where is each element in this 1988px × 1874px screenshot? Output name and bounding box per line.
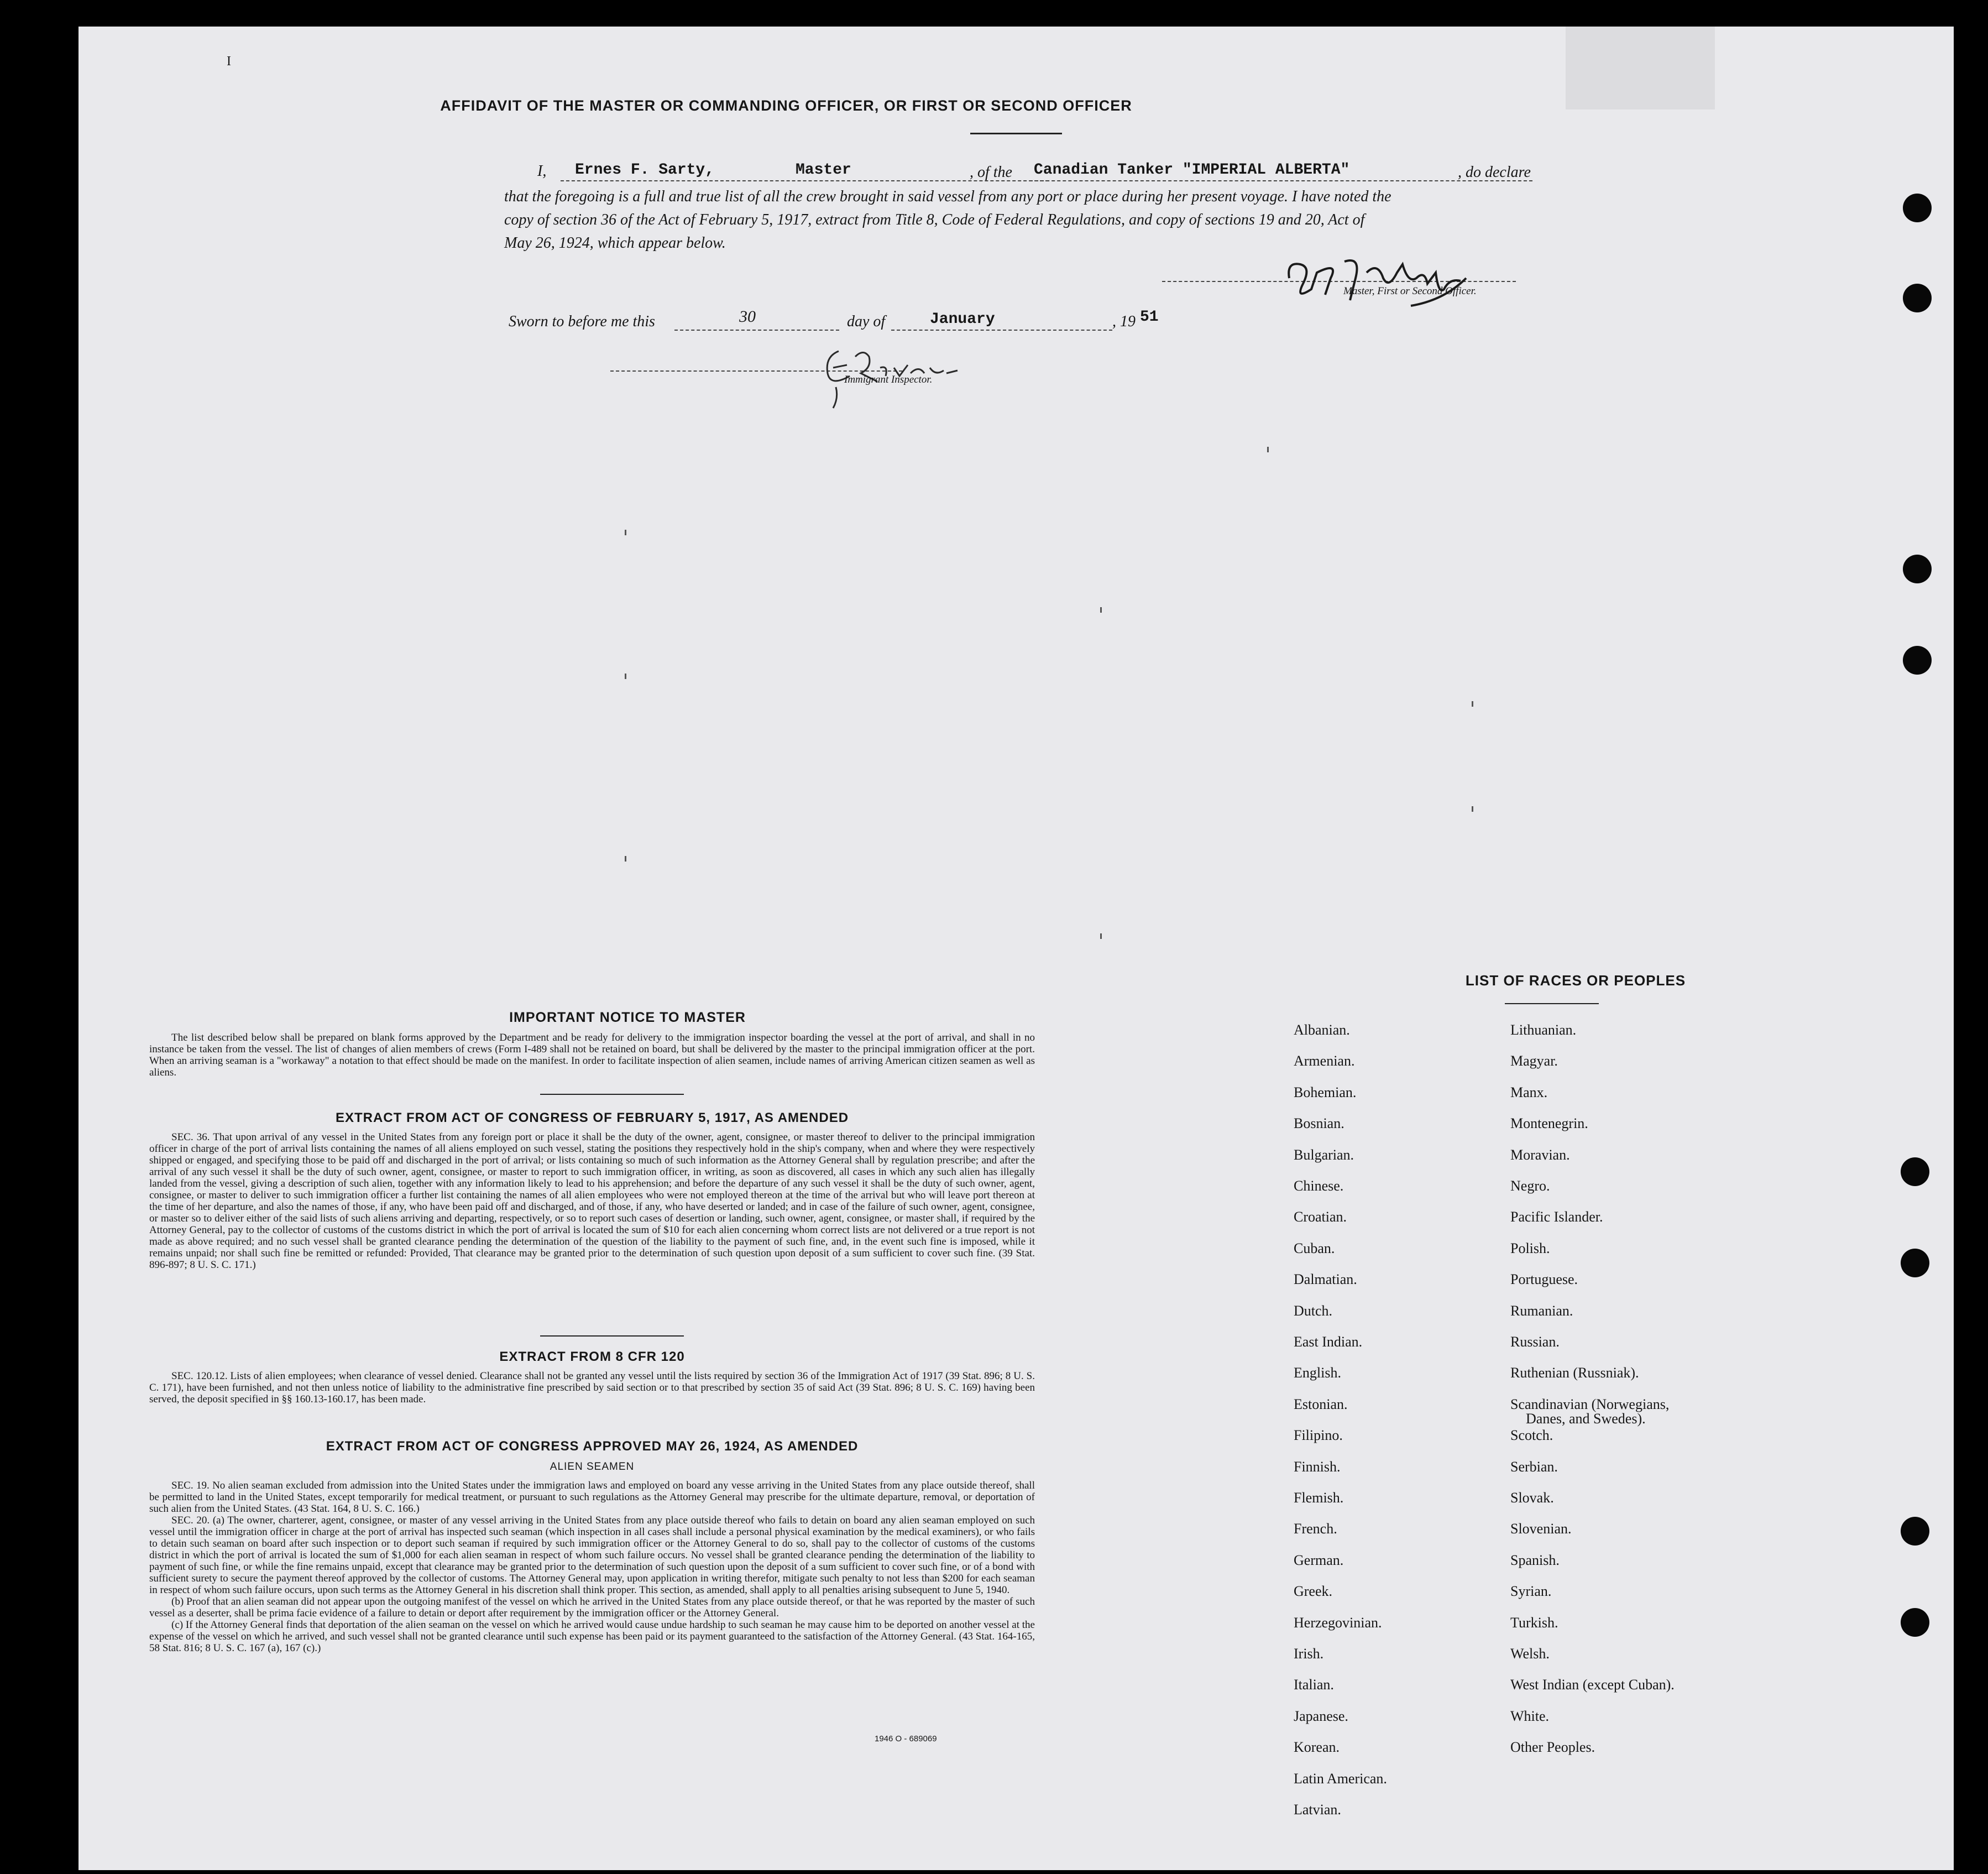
extract-1924-body [149,1480,1035,1654]
divider [540,1094,684,1095]
affidavit-declare: , do declare [1458,164,1531,181]
race-item: Dalmatian. [1294,1271,1357,1288]
races-title: LIST OF RACES OR PEOPLES [1465,972,1686,989]
sec-19-text: SEC. 19. No alien seaman excluded from admission into the United States under the immigration laws and employed on board any vesse arriving in the United States from any place outside thereof, shall be permitted to land in the United States, except temporarily for medical treatment, or pursuant to such regulations as the Attorney General may prescribe for the ultimate departure, removal, or deportation of such alien from the United States. (43 Stat. 164, 8 U. S. C. 166.) [149,1480,1035,1515]
extract-1924-title: EXTRACT FROM ACT OF CONGRESS APPROVED MAY 26, 1924, AS AMENDED [326,1439,859,1454]
sec-20b-text: (b) Proof that an alien seaman did not appear upon the outgoing manifest of the vessel on which he arrived in the United States from any place outside thereof, or that he was reported by the master of such vessel as a deserter, shall be prima facie evidence of a failure to detain or deport after requirement by the immigration officer or the Attorney General. [149,1596,1035,1619]
master-name: Ernes F. Sarty, [575,161,715,179]
punch-hole [1901,1517,1929,1546]
fill-line [891,330,1112,331]
race-item: Japanese. [1294,1708,1348,1724]
race-item: Other Peoples. [1510,1739,1595,1756]
race-item: Ruthenian (Russniak). [1510,1365,1639,1381]
race-item: Montenegrin. [1510,1115,1588,1132]
race-item: Bohemian. [1294,1084,1357,1100]
race-item: Turkish. [1510,1614,1558,1631]
speck [1472,701,1473,707]
race-item: Slovak. [1510,1490,1554,1506]
race-item: Scandinavian (Norwegians, [1510,1396,1670,1412]
race-item: Finnish. [1294,1458,1341,1475]
race-item: West Indian (except Cuban). [1510,1677,1675,1693]
divider [970,133,1062,134]
race-item: Italian. [1294,1677,1334,1693]
race-item: Herzegovinian. [1294,1614,1382,1631]
paper-patch [1566,27,1715,109]
race-item: Latvian. [1294,1802,1341,1818]
race-item: German. [1294,1552,1344,1568]
race-item: Danes, and Swedes). [1526,1410,1646,1427]
speck [1100,607,1102,613]
affidavit-line: May 26, 1924, which appear below. [504,234,726,252]
extract-1917-body [149,1131,1035,1271]
fill-line [674,330,839,331]
day-of-label: day of [847,313,886,330]
master-rank: Master [796,161,851,179]
sworn-day: 30 [739,307,756,326]
speck [1267,447,1269,452]
punch-hole [1903,284,1932,312]
race-item: Negro. [1510,1178,1550,1194]
race-item: Welsh. [1510,1646,1550,1662]
race-item: Magyar. [1510,1053,1558,1069]
race-item: Filipino. [1294,1427,1343,1444]
sworn-month: January [930,311,995,328]
race-item: Albanian. [1294,1022,1350,1038]
race-item: Flemish. [1294,1490,1344,1506]
notice-text: The list described below shall be prepared on blank forms approved by the Department and be ready for delivery to the immigration inspector boarding the vessel at the port of arrival, and shall in no instance be taken from the vessel. The list of changes of alien members of crews (Form I-489 shall not be retained on board, but shall be delivered by the master to the principal immigration officer at the port. When an arriving seaman is a "workaway" a notation to that effect should be made on the manifest. In order to facilitate inspection of alien seamen, include names of arriving American citizen seamen as well as aliens. [149,1032,1035,1078]
year-prefix: , 19 [1112,313,1136,330]
race-item: East Indian. [1294,1334,1363,1350]
fill-line [1029,180,1532,181]
extract-cfr-body [149,1370,1035,1405]
notice-body [149,1032,1035,1078]
race-item: Irish. [1294,1646,1324,1662]
punch-hole [1901,1249,1929,1277]
race-item: Korean. [1294,1739,1340,1756]
race-item: Lithuanian. [1510,1022,1577,1038]
divider [1505,1003,1599,1004]
race-item: Armenian. [1294,1053,1355,1069]
master-signature [1278,239,1510,322]
race-item: Slovenian. [1510,1521,1572,1537]
affidavit-line: that the foregoing is a full and true list of all the crew brought in said vessel from any port or place during her present voyage. I have noted the [504,188,1391,205]
extract-1924-subtitle: ALIEN SEAMEN [550,1461,635,1473]
race-item: Chinese. [1294,1178,1344,1194]
race-item: Syrian. [1510,1583,1552,1600]
race-item: Scotch. [1510,1427,1553,1444]
punch-hole [1901,1608,1929,1637]
race-item: Croatian. [1294,1209,1347,1225]
speck [625,530,626,535]
sec-20c-text: (c) If the Attorney General finds that deportation of the alien seaman on the vessel on which he arrived would cause undue hardship to such seaman he may cause him to be deported on another vessel at the expense of the vessel on which he arrived, and such vessel shall not be granted clearance until such expense has been paid or its payment guaranteed to the satisfaction of the Attorney General. (43 Stat. 164-165, 58 Stat. 816; 8 U. S. C. 167 (a), 167 (c).) [149,1619,1035,1654]
race-item: Serbian. [1510,1458,1558,1475]
speck [1100,933,1102,939]
extract-cfr-title: EXTRACT FROM 8 CFR 120 [499,1349,685,1364]
race-item: Rumanian. [1510,1302,1573,1319]
vessel-name: Canadian Tanker "IMPERIAL ALBERTA" [1034,161,1350,179]
punch-hole [1903,555,1932,583]
speck [1472,806,1473,812]
race-item: Polish. [1510,1240,1550,1256]
punch-hole [1901,1157,1929,1186]
affidavit-of-the: , of the [970,164,1012,181]
race-item: Cuban. [1294,1240,1335,1256]
race-item: Manx. [1510,1084,1548,1100]
race-item: Bosnian. [1294,1115,1344,1132]
document-page [79,27,1954,1870]
race-item: English. [1294,1365,1341,1381]
race-item: Estonian. [1294,1396,1348,1412]
race-item: Russian. [1510,1334,1560,1350]
print-code: 1946 O - 689069 [875,1734,937,1744]
race-item: White. [1510,1708,1550,1724]
race-item: Dutch. [1294,1302,1333,1319]
master-caption: Master, First or Second Officer. [1343,285,1477,297]
extract-1917-text: SEC. 36. That upon arrival of any vessel in the United States from any foreign port or place it shall be the duty of the owner, agent, consignee, or master thereof to deliver to the principal immigration officer in charge of the port of arrival lists containing the names of all aliens employed on such vessel, stating the positions they respectively hold in the ship's company, when and where they were respectively shipped or engaged, and specifying those to be paid off and discharged in the port of arrival; or lists containing so much of such information as the Attorney General shall by regulation prescribe; and after the arrival of any such vessel it shall be the duty of such owner, agent, consignee, or master to report to such immigration officer, in writing, as soon as discovered, all cases in which any such alien has illegally landed from the vessel, giving a description of such alien, together with any information likely to lead to his apprehension; and before the departure of any such vessel it shall be the duty of such owner, agent, consignee, or master to deliver to such immigration officer a further list containing the names of all alien employees who were not employed thereon at the time of the arrival but who will leave port thereon at the time of her departure, and also the names of those, if any, who have been paid off and discharged, and of those, if any, who have deserted or landed; and in case of the failure of such owner, agent, consignee, or master so to deliver either of the said lists of such aliens arriving and departing, respectively, or so to report such cases of desertion or landing, such owner, agent, consignee, or master shall, if required by the Attorney General, pay to the collector of customs of the customs district in which the port of arrival is located the sum of $10 for each alien concerning whom correct lists are not delivered or a true report is not made as above required; and no such vessel shall be granted clearance pending the determination of the question of the liability to the payment of such fine, and, in the event such fine is imposed, while it remains unpaid; nor shall such fine be remitted or refunded: Provided, That clearance may be granted prior to the determination of such question upon deposit of a sum sufficient to cover such fine. (39 Stat. 896-897; 8 U. S. C. 171.) [149,1131,1035,1271]
race-item: Greek. [1294,1583,1333,1600]
divider [540,1335,684,1337]
extract-1917-title: EXTRACT FROM ACT OF CONGRESS OF FEBRUARY 5, 1917, AS AMENDED [335,1110,849,1125]
speck [625,856,626,862]
punch-hole [1903,646,1932,675]
inspector-caption: Immigrant Inspector. [844,374,933,385]
race-item: Moravian. [1510,1146,1570,1163]
sworn-year: 51 [1140,309,1159,326]
sworn-label: Sworn to before me this [509,313,655,330]
speck [625,674,626,679]
race-item: Pacific Islander. [1510,1209,1603,1225]
race-item: French. [1294,1521,1337,1537]
race-item: Portuguese. [1510,1271,1578,1288]
extract-cfr-text: SEC. 120.12. Lists of alien employees; when clearance of vessel denied. Clearance shall not be granted any vessel until the lists required by section 36 of the Immigration Act of 1917 (39 Stat. 896; 8 U. S. C. 171), have been furnished, and not then unless notice of liability to the administrative fine prescribed by said section or to that prescribed by section 35 of said Act (39 Stat. 896; 8 U. S. C. 169) having been served, the deposit specified in §§ 160.13-160.17, has been made. [149,1370,1035,1405]
page-mark: I [227,54,231,69]
sec-20a-text: SEC. 20. (a) The owner, charterer, agent, consignee, or master of any vessel arriving in the United States from any place outside thereof who fails to detain on board any alien seaman employed on such vessel until the immigration officer in charge at the port of arrival has inspected such seaman (which inspection in all cases shall include a personal physical examination by the medical examiners), or who fails to detain such seaman on board after such inspection or to deport such seaman if required by such immigration officer or the Attorney General to do so, shall pay to the collector of customs of the customs district in which the port of arrival is located the sum of $1,000 for each alien seaman in respect of whom such failure occurs. No vessel shall be granted clearance pending the determination of the liability to payment of such fine, or while the fine remains unpaid, except that clearance may be granted prior to the determination of such question upon the deposit of a sum sufficient to cover such fine, or of a bond with sufficient surety to secure the payment thereof approved by the collector of customs. The Attorney General may, upon application in writing therefor, mitigate such penalty to not less than $200 for each seaman in respect of whom such failure occurs, upon such terms as the Attorney General in his discretion shall think proper. This section, as amended, shall apply to all penalties arising subsequent to June 5, 1940. [149,1515,1035,1596]
race-item: Bulgarian. [1294,1146,1354,1163]
affidavit-heading: AFFIDAVIT OF THE MASTER OR COMMANDING OFFICER, OR FIRST OR SECOND OFFICER [440,97,1132,114]
punch-hole [1903,194,1932,222]
race-item: Latin American. [1294,1770,1387,1787]
affidavit-line: copy of section 36 of the Act of February 5, 1917, extract from Title 8, Code of Federal Regulations, and copy of sections 19 and 20, Act of [504,211,1365,228]
notice-title: IMPORTANT NOTICE TO MASTER [509,1010,746,1025]
affidavit-i: I, [537,163,547,180]
race-item: Spanish. [1510,1552,1560,1568]
